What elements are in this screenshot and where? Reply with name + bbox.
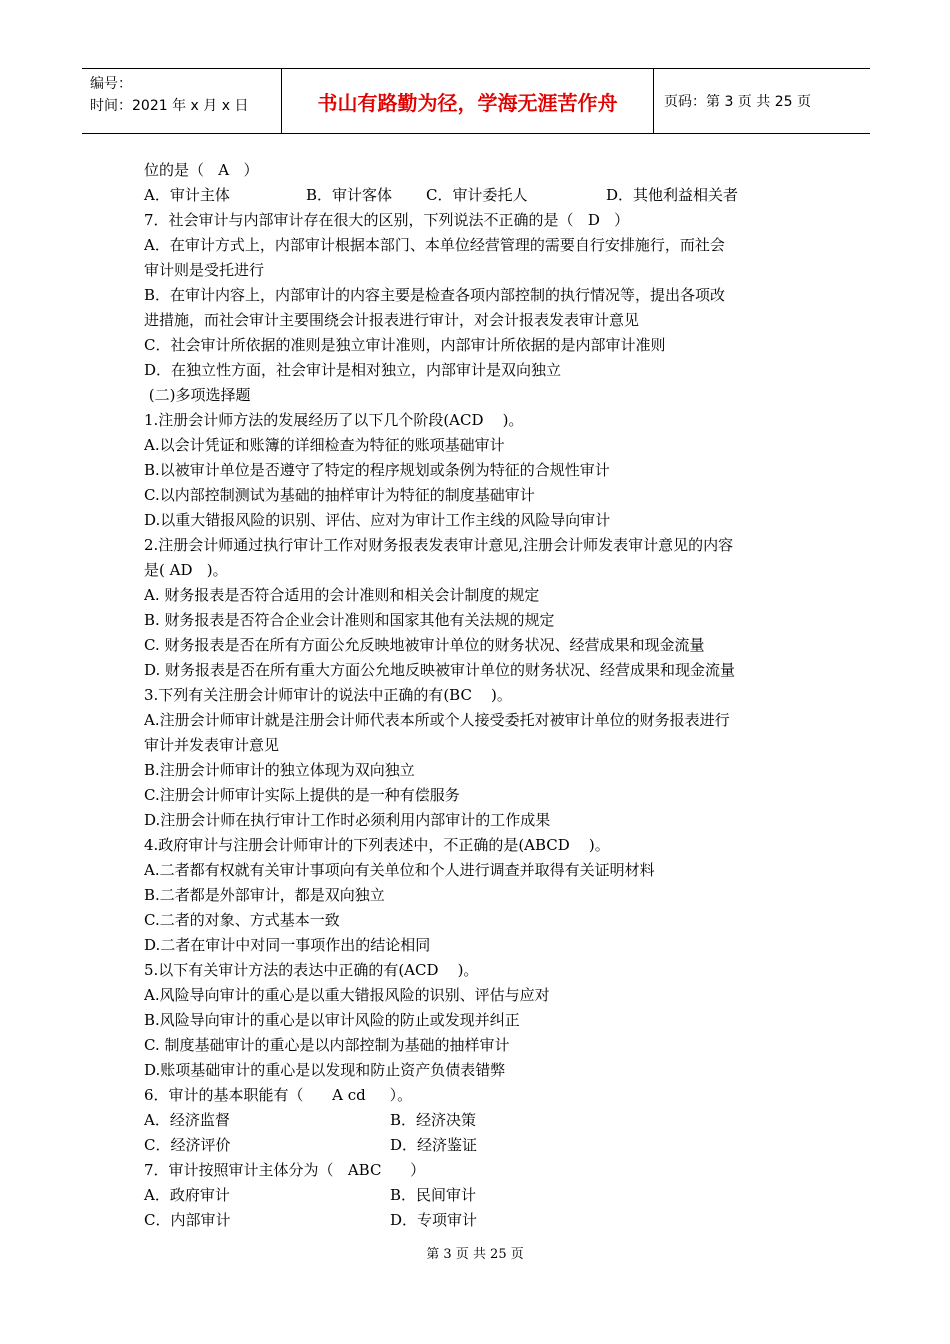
- text-line: A.风险导向审计的重心是以重大错报风险的识别、评估与应对: [144, 986, 550, 1004]
- header-motto: 书山有路勤为径，学海无涯苦作舟: [282, 69, 654, 133]
- question-7b-title: 7．审计按照审计主体分为（ ABC ）: [144, 1161, 426, 1179]
- option-a: A．审计主体: [144, 186, 230, 204]
- option-b: B．经济决策: [390, 1111, 477, 1129]
- text-line: C. 财务报表是否在所有方面公允反映地被审计单位的财务状况、经营成果和现金流量: [144, 636, 705, 654]
- text-line: A.注册会计师审计就是注册会计师代表本所或个人接受委托对被审计单位的财务报表进行: [144, 711, 730, 729]
- text-line: 进措施，而社会审计主要围绕会计报表进行审计，对会计报表发表审计意见: [144, 311, 640, 329]
- text-line: D．在独立性方面，社会审计是相对独立，内部审计是双向独立: [144, 361, 562, 379]
- text-line: A.以会计凭证和账簿的详细检查为特征的账项基础审计: [144, 436, 505, 454]
- text-line: B．在审计内容上，内部审计的内容主要是检查各项内部控制的执行情况等，提出各项改: [144, 286, 726, 304]
- text-line: D.注册会计师在执行审计工作时必须利用内部审计的工作成果: [144, 811, 551, 829]
- question-6-options: [144, 183, 816, 208]
- text-line: 5.以下有关审计方法的表达中正确的有(ACD )。: [144, 961, 479, 979]
- doc-number-label: 编号：: [90, 76, 132, 92]
- section-heading: (二)多项选择题: [144, 386, 251, 404]
- option-c: C．经济评价: [144, 1136, 231, 1154]
- text-line: D.以重大错报风险的识别、评估、应对为审计工作主线的风险导向审计: [144, 511, 611, 529]
- text-line: C.以内部控制测试为基础的抽样审计为特征的制度基础审计: [144, 486, 535, 504]
- page-footer: 第 3 页 共 25 页: [426, 1247, 524, 1262]
- option-d: D．专项审计: [390, 1211, 478, 1229]
- text-line: D.账项基础审计的重心是以发现和防止资产负债表错弊: [144, 1061, 506, 1079]
- option-a: A．经济监督: [144, 1111, 230, 1129]
- question-6b-options-row: [144, 1133, 816, 1158]
- text-line: C.注册会计师审计实际上提供的是一种有偿服务: [144, 786, 460, 804]
- text-line: D.二者在审计中对同一事项作出的结论相同: [144, 936, 431, 954]
- question-6b-title: 6．审计的基本职能有（ A cd ）。: [144, 1086, 413, 1104]
- doc-time-label: 时间：2021 年 x 月 x 日: [90, 98, 249, 114]
- header-left-cell: [82, 69, 282, 133]
- text-line: 7．社会审计与内部审计存在很大的区别，下列说法不正确的是（ D ）: [144, 211, 630, 229]
- text-line: C．社会审计所依据的准则是独立审计准则，内部审计所依据的是内部审计准则: [144, 336, 666, 354]
- text-line: B.注册会计师审计的独立体现为双向独立: [144, 761, 415, 779]
- text-line: A．在审计方式上，内部审计根据本部门、本单位经营管理的需要自行安排施行，而社会: [144, 236, 725, 254]
- option-c: C．内部审计: [144, 1211, 231, 1229]
- text-line: 4.政府审计与注册会计师审计的下列表述中，不正确的是(ABCD )。: [144, 836, 610, 854]
- option-a: A．政府审计: [144, 1186, 230, 1204]
- text-line: 1.注册会计师方法的发展经历了以下几个阶段(ACD )。: [144, 411, 524, 429]
- document-body: [144, 158, 816, 1233]
- text-line: 3.下列有关注册会计师审计的说法中正确的有(BC )。: [144, 686, 512, 704]
- text-line: 审计则是受托进行: [144, 261, 265, 279]
- text-line: A. 财务报表是否符合适用的会计准则和相关会计制度的规定: [144, 586, 540, 604]
- text-line: A.二者都有权就有关审计事项向有关单位和个人进行调查并取得有关证明材料: [144, 861, 655, 879]
- option-c: C．审计委托人: [426, 186, 528, 204]
- header-page-info: 页码：第 3 页 共 25 页: [664, 94, 811, 110]
- question-7b-options-row: [144, 1208, 816, 1233]
- page-header: [82, 68, 870, 134]
- text-line: B.二者都是外部审计，都是双向独立: [144, 886, 385, 904]
- option-d: D．经济鉴证: [390, 1136, 478, 1154]
- text-line: B.以被审计单位是否遵守了特定的程序规划或条例为特征的合规性审计: [144, 461, 610, 479]
- text-line: 2.注册会计师通过执行审计工作对财务报表发表审计意见,注册会计师发表审计意见的内容: [144, 536, 734, 554]
- question-7b-options-row: [144, 1183, 816, 1208]
- text-line: C. 制度基础审计的重心是以内部控制为基础的抽样审计: [144, 1036, 510, 1054]
- text-line: 是( AD )。: [144, 561, 228, 579]
- option-d: D．其他利益相关者: [606, 186, 739, 204]
- option-b: B．审计客体: [306, 186, 393, 204]
- text-line: C.二者的对象、方式基本一致: [144, 911, 340, 929]
- text-line: B. 财务报表是否符合企业会计准则和国家其他有关法规的规定: [144, 611, 555, 629]
- text-line: 位的是（ A ）: [144, 161, 259, 179]
- text-line: D. 财务报表是否在所有重大方面公允地反映被审计单位的财务状况、经营成果和现金流量: [144, 661, 736, 679]
- question-6b-options-row: [144, 1108, 816, 1133]
- option-b: B．民间审计: [390, 1186, 477, 1204]
- text-line: 审计并发表审计意见: [144, 736, 280, 754]
- text-line: B.风险导向审计的重心是以审计风险的防止或发现并纠正: [144, 1011, 520, 1029]
